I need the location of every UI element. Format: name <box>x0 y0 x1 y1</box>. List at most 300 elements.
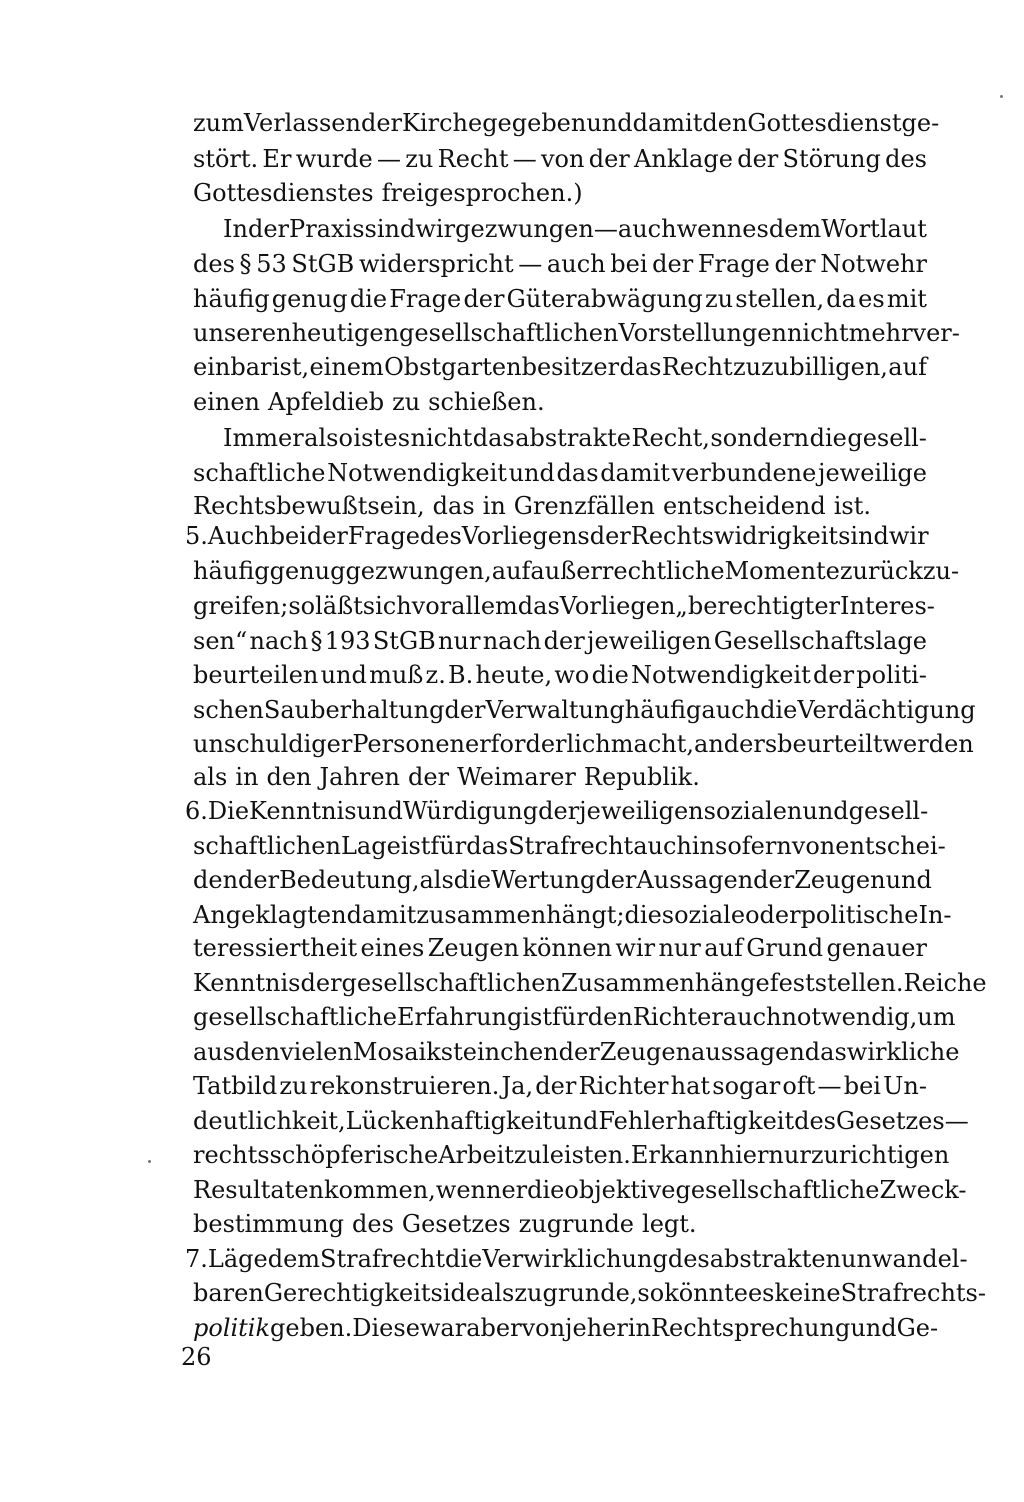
word: deutlichkeit, <box>193 1107 346 1135</box>
word: es <box>747 1279 775 1307</box>
word: ist, <box>271 353 310 381</box>
word: für <box>551 1003 588 1031</box>
paper-speck <box>1000 95 1003 98</box>
word: dem <box>267 1245 321 1273</box>
word: Die <box>207 797 250 825</box>
word: das <box>432 492 475 520</box>
word: da <box>826 285 856 313</box>
word: nur <box>768 1141 811 1169</box>
text-line <box>193 350 927 384</box>
word: den <box>235 1038 281 1066</box>
word: auch <box>546 250 606 278</box>
word: den <box>702 109 748 137</box>
word: der <box>247 215 290 243</box>
word: Kirche <box>402 109 483 137</box>
word: rechtsschöpferische <box>193 1141 439 1169</box>
text-line <box>193 727 974 761</box>
word: zuzubilligen, <box>733 353 888 381</box>
text-line <box>193 142 927 176</box>
word: des <box>352 1210 394 1238</box>
word: jeweiligen <box>579 797 704 825</box>
word: — <box>518 250 543 278</box>
word: der <box>595 866 637 894</box>
word: Erfahrung <box>396 1003 523 1031</box>
word: zum <box>193 109 244 137</box>
word: der <box>408 763 450 791</box>
word: in <box>627 1314 651 1342</box>
word: der <box>463 285 505 313</box>
word: heute, <box>475 661 553 689</box>
word: richtigen <box>838 1141 950 1169</box>
word: ist. <box>833 492 872 520</box>
word: Gesellschaftslage <box>713 627 927 655</box>
word: ist <box>353 424 384 452</box>
word: nur <box>438 627 481 655</box>
word: soziale <box>661 901 746 929</box>
word: der <box>813 661 855 689</box>
word: Verwaltung <box>485 696 625 724</box>
list-number: 6. <box>185 797 208 825</box>
word: sondern <box>710 424 810 452</box>
word: und <box>885 866 932 894</box>
word: Bedeutung, <box>279 866 420 894</box>
word: es <box>383 424 411 452</box>
word: Immer <box>223 424 304 452</box>
word: damit <box>632 109 703 137</box>
word: oder <box>745 901 801 929</box>
word: Läge <box>207 1245 268 1273</box>
word: ge- <box>901 109 940 137</box>
word: gesell- <box>847 424 927 452</box>
word: wir <box>415 215 456 243</box>
word: dem <box>768 215 822 243</box>
word: genug <box>269 557 346 585</box>
word: der <box>538 797 580 825</box>
word: In- <box>918 901 952 929</box>
word: allem <box>451 592 518 620</box>
word: bei <box>843 1072 881 1100</box>
word: Frage <box>347 522 420 550</box>
word: als <box>193 763 228 791</box>
text-line <box>193 176 927 210</box>
word: Verdächtigung <box>797 696 976 724</box>
word: schen <box>193 696 264 724</box>
word: Strafrecht <box>508 832 634 860</box>
word: wurde <box>295 145 373 173</box>
word: B. <box>448 661 474 689</box>
word: Diese <box>352 1314 420 1342</box>
word: In <box>223 215 248 243</box>
word: Recht, <box>631 424 710 452</box>
word: damit <box>346 901 417 929</box>
word: gesell- <box>848 797 929 825</box>
word: Praxis <box>289 215 365 243</box>
word: der <box>589 522 631 550</box>
word: und <box>586 109 633 137</box>
word: der <box>444 696 486 724</box>
text-line <box>193 693 976 727</box>
text-line <box>193 1069 927 1103</box>
word: wo <box>554 661 590 689</box>
word: gesellschaftlichen <box>399 319 619 347</box>
word: gezwungen, <box>345 557 492 585</box>
text-line <box>185 794 927 828</box>
word: gesellschaftliche <box>675 1176 880 1204</box>
word: der <box>535 1072 577 1100</box>
word: — <box>817 1072 842 1100</box>
word: eines <box>360 934 425 962</box>
word: Grund <box>746 934 824 962</box>
word: Mosaiksteinchen <box>352 1038 559 1066</box>
word: Grenzfällen <box>513 492 655 520</box>
word: wir <box>615 934 656 962</box>
text-line <box>223 421 927 455</box>
word: ver- <box>912 319 960 347</box>
word: Un- <box>883 1072 927 1100</box>
page-number: 26 <box>181 1343 212 1371</box>
word: Auch <box>207 522 270 550</box>
word: teressiertheit <box>193 934 358 962</box>
word: der <box>588 145 630 173</box>
word: nicht <box>410 424 473 452</box>
word: der <box>737 145 779 173</box>
word: sogar <box>712 1072 781 1100</box>
text-line <box>193 1035 960 1069</box>
word: freigesprochen.) <box>381 179 583 207</box>
word: als <box>419 866 454 894</box>
word: Anklage <box>634 145 733 173</box>
word: auch <box>722 1003 782 1031</box>
text-line <box>185 1242 968 1276</box>
text-line <box>193 106 940 140</box>
list-number: 7. <box>185 1245 208 1273</box>
word: jeweilige <box>818 459 927 487</box>
word: Richter <box>632 1003 723 1031</box>
word: das <box>517 592 560 620</box>
word: dender <box>193 866 280 894</box>
text-line <box>193 829 946 863</box>
word: das <box>804 1038 847 1066</box>
text-line <box>193 1276 986 1310</box>
word: die <box>760 696 798 724</box>
word: Rechtsprechung <box>650 1314 851 1342</box>
word: Gesetzes <box>835 1107 945 1135</box>
word: die <box>453 866 492 894</box>
word: insofern <box>691 832 792 860</box>
word: Wortlaut <box>821 215 927 243</box>
word: bei <box>610 250 648 278</box>
word: Obstgartenbesitzer <box>384 353 620 381</box>
word: erforderlich <box>464 730 611 758</box>
word: Interes- <box>840 592 935 620</box>
word: Er <box>630 1141 660 1169</box>
word: mehr <box>848 319 913 347</box>
word: notwendig, <box>781 1003 918 1031</box>
text-line <box>193 554 960 588</box>
word: zusammenhängt; <box>416 901 625 929</box>
word: Tatbild <box>193 1072 278 1100</box>
text-line <box>193 658 927 692</box>
word: auf <box>491 557 531 585</box>
word: läßt <box>315 592 363 620</box>
word: politik <box>193 1314 271 1342</box>
word: des <box>794 1107 836 1135</box>
word: aus <box>193 1038 236 1066</box>
list-number: 5. <box>185 522 208 550</box>
word: zugrunde, <box>514 1279 638 1307</box>
text-line <box>193 966 987 1000</box>
word: verbundene <box>671 459 817 487</box>
word: Gesetzes <box>401 1210 511 1238</box>
word: auf <box>704 934 743 962</box>
word: heutigen <box>291 319 400 347</box>
word: gegeben <box>482 109 587 137</box>
word: und <box>802 797 849 825</box>
word: mit <box>886 285 927 313</box>
word: Recht <box>437 145 509 173</box>
word: zugrunde <box>518 1210 635 1238</box>
word: Richter <box>578 1072 669 1100</box>
text-line <box>193 385 927 419</box>
word: „berechtigter <box>675 592 840 620</box>
word: gezwungen <box>455 215 594 243</box>
word: Strafrechts- <box>840 1279 986 1307</box>
word: die <box>809 424 847 452</box>
word: Frage <box>697 250 770 278</box>
word: von <box>541 145 585 173</box>
word: Ge- <box>896 1314 939 1342</box>
word: der <box>300 969 342 997</box>
word: jeher <box>565 1314 628 1342</box>
word: ist <box>400 832 431 860</box>
word: geben. <box>270 1314 353 1342</box>
word: sich <box>362 592 412 620</box>
word: Vorstellungen <box>618 319 787 347</box>
text-line <box>193 316 960 350</box>
word: von <box>521 1314 566 1342</box>
word: unschuldiger <box>193 730 353 758</box>
word: Lückenhaftigkeit <box>345 1107 553 1135</box>
word: und <box>356 797 403 825</box>
text-line <box>193 624 927 658</box>
word: nach <box>249 627 309 655</box>
word: legt. <box>642 1210 697 1238</box>
word: und <box>508 459 555 487</box>
word: auf <box>888 353 927 381</box>
text-line <box>193 282 927 316</box>
word: schaftlichen <box>193 832 341 860</box>
word: des <box>667 1245 710 1273</box>
word: Weimarer <box>457 763 576 791</box>
word: zu <box>405 145 434 173</box>
word: feststellen. <box>769 969 904 997</box>
word: baren <box>193 1279 264 1307</box>
word: die <box>624 901 662 929</box>
word: z. <box>425 661 446 689</box>
word: also <box>304 424 353 452</box>
word: des <box>193 250 235 278</box>
word: Vorliegen <box>559 592 676 620</box>
word: Notwendigkeit <box>631 661 811 689</box>
word: Strafrecht <box>320 1245 446 1273</box>
word: Zweck- <box>879 1176 967 1204</box>
word: wenn <box>435 1176 502 1204</box>
word: sind <box>838 522 889 550</box>
word: in <box>235 763 259 791</box>
word: des <box>885 145 927 173</box>
word: leisten. <box>542 1141 631 1169</box>
word: Gerechtigkeitsideals <box>263 1279 515 1307</box>
word: Würdigung <box>402 797 539 825</box>
word: der <box>558 1038 600 1066</box>
word: Republik. <box>583 763 700 791</box>
word: zu <box>704 285 734 313</box>
word: vor <box>411 592 452 620</box>
word: sen“ <box>193 627 248 655</box>
word: stört. <box>193 145 259 173</box>
word: Zusammenhänge <box>560 969 770 997</box>
word: Störung <box>782 145 881 173</box>
text-line <box>193 1104 969 1138</box>
word: abstrakten <box>709 1245 841 1273</box>
word: Zeugen <box>427 934 520 962</box>
word: und <box>320 661 367 689</box>
word: rekonstruieren. <box>309 1072 500 1100</box>
word: sind <box>364 215 416 243</box>
word: ist <box>522 1003 552 1031</box>
word: Er <box>262 145 292 173</box>
word: Recht <box>661 353 733 381</box>
word: Gottesdienstes <box>193 179 374 207</box>
word: Kenntnis <box>193 969 301 997</box>
word: es <box>858 285 885 313</box>
word: der <box>652 250 694 278</box>
word: schaftliche <box>193 459 326 487</box>
word: genauer <box>826 934 927 962</box>
text-line <box>193 1311 939 1345</box>
word: Personen <box>352 730 465 758</box>
word: wenn <box>676 215 743 243</box>
word: schießen. <box>428 388 545 416</box>
word: das <box>466 832 509 860</box>
text-line <box>193 898 952 932</box>
word: nach <box>482 627 542 655</box>
word: zu <box>279 1072 308 1100</box>
text-line <box>193 1173 967 1207</box>
word: stellen, <box>735 285 825 313</box>
text-line <box>193 931 927 965</box>
text-line <box>193 456 927 490</box>
word: Güterabwägung <box>506 285 703 313</box>
word: damit <box>600 459 670 487</box>
text-line <box>193 589 935 623</box>
word: kommen, <box>323 1176 436 1204</box>
word: außerrechtliche <box>530 557 725 585</box>
word: zu <box>513 1141 543 1169</box>
word: und <box>850 1314 897 1342</box>
word: Lage <box>340 832 401 860</box>
word: der <box>753 866 795 894</box>
text-line <box>193 1138 950 1172</box>
text-line <box>193 863 932 897</box>
word: es <box>742 215 769 243</box>
word: beurteilen <box>193 661 319 689</box>
word: — <box>593 215 618 243</box>
word: — <box>944 1107 969 1135</box>
word: entscheidend <box>662 492 826 520</box>
word: wirkliche <box>846 1038 960 1066</box>
word: vielen <box>280 1038 353 1066</box>
word: könnte <box>664 1279 748 1307</box>
word: Sauberhaltung <box>263 696 445 724</box>
word: die <box>445 1245 483 1273</box>
text-line <box>193 247 927 281</box>
word: um <box>917 1003 956 1031</box>
word: — <box>512 145 537 173</box>
word: greifen; <box>193 592 289 620</box>
word: häufig <box>193 285 270 313</box>
word: Wertung <box>491 866 596 894</box>
text-line <box>193 1000 956 1034</box>
word: StGB <box>291 250 355 278</box>
word: bestimmung <box>193 1210 344 1238</box>
word: häufig <box>193 557 270 585</box>
word: — <box>377 145 401 173</box>
word: Fehlerhaftigkeit <box>598 1107 795 1135</box>
word: des <box>419 522 462 550</box>
word: Angeklagten <box>193 901 347 929</box>
word: Ja, <box>501 1072 534 1100</box>
word: einem <box>309 353 384 381</box>
word: zu <box>810 1141 839 1169</box>
word: zurückzu- <box>839 557 960 585</box>
word: Kenntnis <box>249 797 357 825</box>
word: so <box>288 592 316 620</box>
word: jeweiligen <box>587 627 712 655</box>
word: das <box>556 459 599 487</box>
word: Vorliegens <box>461 522 590 550</box>
word: Reiche <box>903 969 987 997</box>
word: können <box>522 934 613 962</box>
word: genug <box>271 285 348 313</box>
text-line <box>185 519 927 553</box>
word: oft <box>782 1072 816 1100</box>
word: Apfeldieb <box>268 388 385 416</box>
word: 53 <box>256 250 287 278</box>
word: sozialen <box>703 797 803 825</box>
word: StGB <box>372 627 436 655</box>
word: so <box>637 1279 665 1307</box>
word: muß <box>369 661 424 689</box>
text-line <box>193 1207 927 1241</box>
word: macht, <box>610 730 695 758</box>
word: die <box>349 285 388 313</box>
word: keine <box>774 1279 841 1307</box>
word: politische <box>800 901 919 929</box>
word: er <box>501 1176 528 1204</box>
word: in <box>482 492 506 520</box>
paper-speck <box>148 1160 151 1163</box>
word: den <box>587 1003 633 1031</box>
text-line <box>223 212 927 246</box>
word: hat <box>670 1072 711 1100</box>
word: Frage <box>389 285 462 313</box>
word: von <box>791 832 836 860</box>
word: gesellschaftlichen <box>341 969 561 997</box>
word: widerspricht <box>358 250 514 278</box>
word: Aussagen <box>636 866 754 894</box>
word: Verlassen <box>243 109 361 137</box>
